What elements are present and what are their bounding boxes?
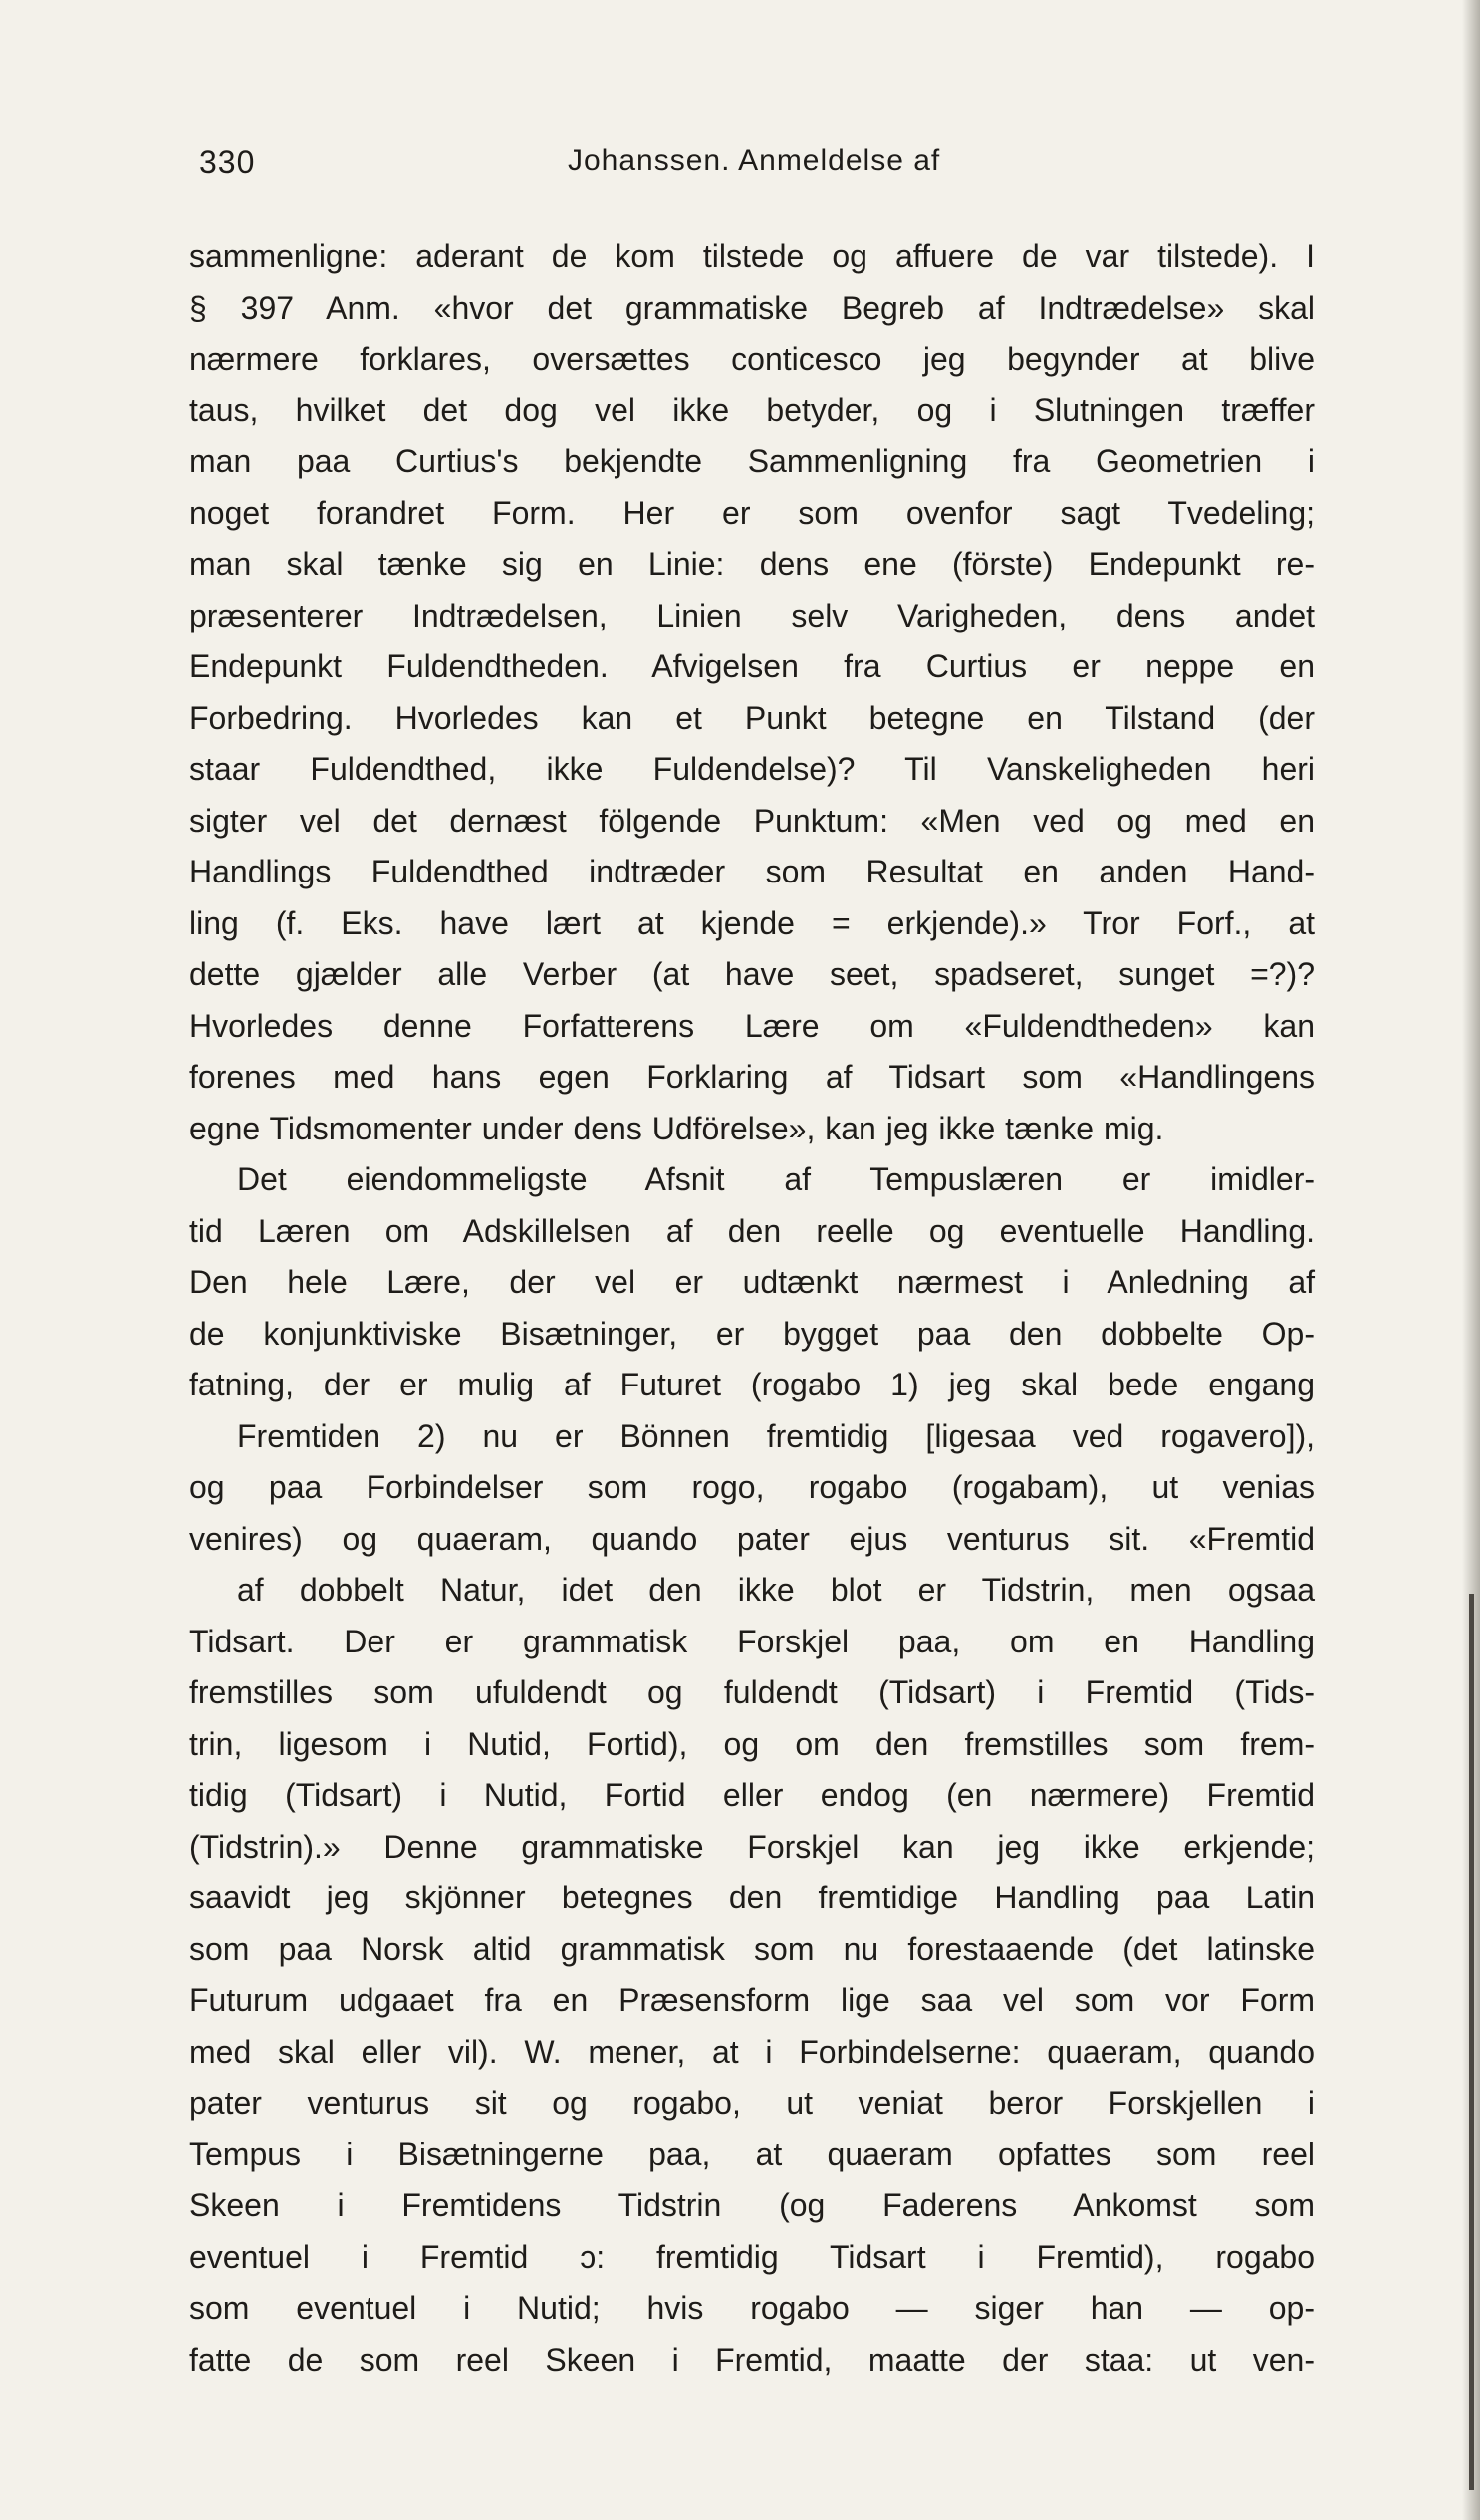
text-line: noget forandret Form. Her er som ovenfor sagt Tvedeling; [189,494,1315,531]
text-line: Den hele Lære, der vel er udtænkt nærmest i Anledning af [189,1264,1315,1300]
text-line: sammenligne: aderant de kom tilstede og affuere de var tilstede). I [189,238,1315,274]
text-line: dette gjælder alle Verber (at have seet, spadseret, sunget =?)? [189,956,1315,992]
text-line: Forbedring. Hvorledes kan et Punkt betegne en Tilstand (der [189,699,1315,736]
text-line: tid Læren om Adskillelsen af den reelle og eventuelle Handling. [189,1212,1315,1249]
text-line: venires) og quaeram, quando pater ejus venturus sit. «Fremtid [189,1520,1315,1557]
text-line: præsenterer Indtrædelsen, Linien selv Varigheden, dens andet [189,597,1315,633]
text-line: staar Fuldendthed, ikke Fuldendelse)? Til Vanskeligheden heri [189,751,1315,787]
text-line: som eventuel i Nutid; hvis rogabo — siger han — op- [189,2290,1315,2326]
text-line: Handlings Fuldendthed indtræder som Resultat en anden Hand- [189,854,1315,889]
text-line: egne Tidsmomenter under dens Udförelse», kan jeg ikke tænke mig. [189,1110,1164,1146]
body-text [189,231,1315,2386]
text-line: man paa Curtius's bekjendte Sammenligning fra Geometrien i [189,443,1315,479]
text-line: man skal tænke sig en Linie: dens ene (förste) Endepunkt re- [189,546,1315,582]
text-line: Futurum udgaaet fra en Præsensform lige saa vel som vor Form [189,1982,1315,2018]
text-line: fremstilles som ufuldendt og fuldendt (Tidsart) i Fremtid (Tids- [189,1674,1315,1710]
text-line: Tidsart. Der er grammatisk Forskjel paa, om en Handling [189,1623,1315,1659]
text-line: Skeen i Fremtidens Tidstrin (og Faderens Ankomst som [189,2187,1315,2223]
page-header [0,144,1480,194]
text-line: Fremtiden 2) nu er Bönnen fremtidig [ligesaa ved rogavero]), [237,1417,1315,1454]
text-line: Hvorledes denne Forfatterens Lære om «Fuldendtheden» kan [189,1007,1315,1044]
text-line: saavidt jeg skjönner betegnes den fremtidige Handling paa Latin [189,1880,1315,1915]
text-line: sigter vel det dernæst fölgende Punktum: «Men ved og med en [189,802,1315,839]
text-line: eventuel i Fremtid ɔ: fremtidig Tidsart i Fremtid), rogabo [189,2238,1315,2275]
text-line: af dobbelt Natur, idet den ikke blot er Tidstrin, men ogsaa [237,1572,1315,1608]
text-line: nærmere forklares, oversættes conticesco jeg begynder at blive [189,341,1315,377]
text-line: Det eiendommeligste Afsnit af Tempuslæren er imidler- [237,1161,1315,1197]
text-line: Endepunkt Fuldendtheden. Afvigelsen fra Curtius er neppe en [189,648,1315,684]
text-line: og paa Forbindelser som rogo, rogabo (rogabam), ut venias [189,1469,1315,1505]
text-line: fatning, der er mulig af Futuret (rogabo 1) jeg skal bede engang [189,1367,1315,1402]
page-number: 330 [199,144,256,180]
text-line: taus, hvilket det dog vel ikke betyder, og i Slutningen træffer [189,391,1315,428]
text-line: de konjunktiviske Bisætninger, er bygget paa den dobbelte Op- [189,1315,1315,1352]
text-line: som paa Norsk altid grammatisk som nu forestaaende (det latinske [189,1930,1315,1967]
text-line: fatte de som reel Skeen i Fremtid, maatte der staa: ut ven- [189,2341,1315,2378]
text-line: Tempus i Bisætningerne paa, at quaeram opfattes som reel [189,2136,1315,2172]
text-line: (Tidstrin).» Denne grammatiske Forskjel kan jeg ikke erkjende; [189,1828,1315,1865]
text-line: forenes med hans egen Forklaring af Tidsart som «Handlingens [189,1059,1315,1095]
text-line: ling (f. Eks. have lært at kjende = erkjende).» Tror Forf., at [189,904,1315,941]
running-head: Johanssen. Anmeldelse af [568,144,941,177]
text-line: trin, ligesom i Nutid, Fortid), og om den fremstilles som frem- [189,1725,1315,1762]
text-line: pater venturus sit og rogabo, ut veniat beror Forskjellen i [189,2085,1315,2121]
text-line: tidig (Tidsart) i Nutid, Fortid eller endog (en nærmere) Fremtid [189,1777,1315,1813]
text-line: § 397 Anm. «hvor det grammatiske Begreb af Indtrædelse» skal [189,289,1315,326]
text-line: med skal eller vil). W. mener, at i Forbindelserne: quaeram, quando [189,2033,1315,2070]
page-edge-line [1469,1594,1474,2490]
